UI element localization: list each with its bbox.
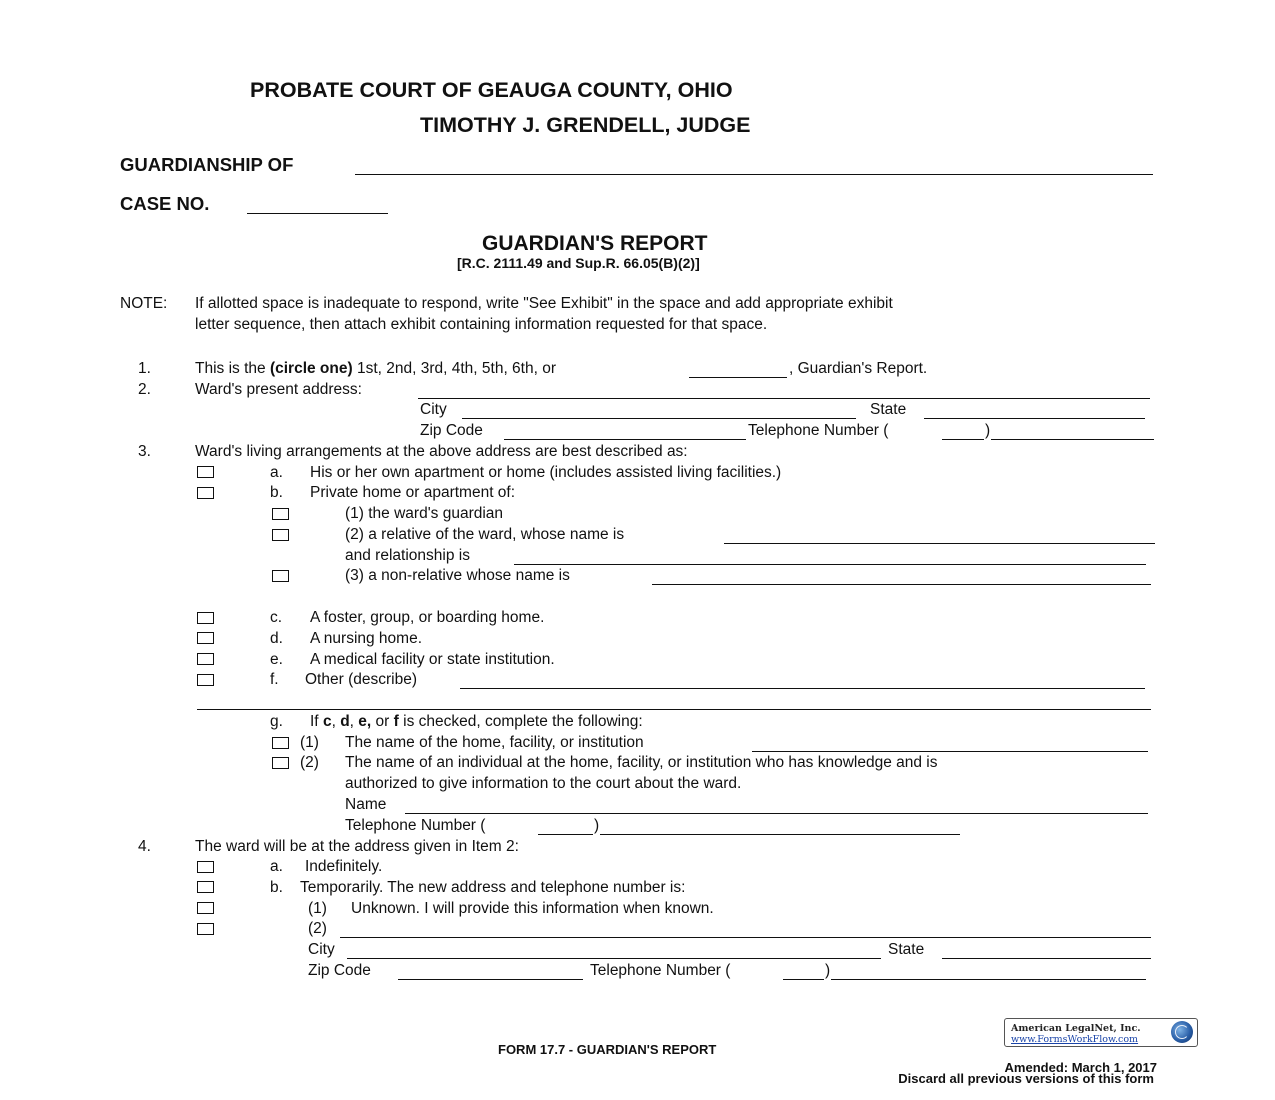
- note-line-2: letter sequence, then attach exhibit containing information requested for that space.: [195, 316, 768, 333]
- checkbox-relative-home[interactable]: [272, 529, 289, 541]
- statute-reference: [R.C. 2111.49 and Sup.R. 66.05(B)(2)]: [457, 255, 700, 271]
- checkbox-medical-facility[interactable]: [197, 653, 214, 665]
- item-1-end: , Guardian's Report.: [789, 360, 928, 377]
- g1-number: (1): [300, 734, 319, 751]
- logo-company-name: American LegalNet, Inc.: [1011, 1023, 1141, 1034]
- state-label: State: [870, 401, 907, 418]
- option-b-letter: b.: [270, 484, 283, 501]
- relative-name-field[interactable]: [724, 527, 1155, 544]
- form-footer-name: FORM 17.7 - GUARDIAN'S REPORT: [498, 1042, 717, 1057]
- phone-paren-close: ): [985, 422, 991, 439]
- checkbox-temporarily[interactable]: [197, 881, 214, 893]
- item-4-text: The ward will be at the address given in Item 2:: [195, 838, 519, 855]
- zip-label: Zip Code: [420, 422, 483, 439]
- g2-line-2: authorized to give information to the court about the ward.: [345, 775, 742, 792]
- other-describe-field-line-2[interactable]: [197, 693, 1151, 710]
- note-label: NOTE:: [120, 295, 168, 312]
- american-legalnet-logo[interactable]: [1004, 1018, 1198, 1047]
- globe-icon: [1171, 1021, 1193, 1043]
- item-1-pre: This is the: [195, 360, 270, 377]
- item-4a-text: Indefinitely.: [305, 858, 383, 875]
- option-b-text: Private home or apartment of:: [310, 484, 516, 501]
- item-1-ordinals: 1st, 2nd, 3rd, 4th, 5th, 6th, or: [352, 360, 557, 377]
- checkbox-facility-contact[interactable]: [272, 757, 289, 769]
- guardianship-of-field[interactable]: [355, 158, 1153, 175]
- case-no-label: CASE NO.: [120, 193, 210, 214]
- contact-phone-label: Telephone Number (: [345, 817, 486, 834]
- checkbox-private-home[interactable]: [197, 487, 214, 499]
- ward-city-field[interactable]: [462, 402, 856, 419]
- new-zip-label: Zip Code: [308, 962, 371, 979]
- new-zip-field[interactable]: [398, 963, 583, 980]
- item-1-text: [195, 361, 556, 377]
- checkbox-foster-home[interactable]: [197, 612, 214, 624]
- item-4-number: 4.: [138, 838, 151, 855]
- ward-zip-field[interactable]: [504, 423, 746, 440]
- g2-number: (2): [300, 754, 319, 771]
- item-4a-letter: a.: [270, 858, 283, 875]
- non-relative-name-field[interactable]: [652, 568, 1151, 585]
- g2-line-1: The name of an individual at the home, facility, or institution who has knowledge and is: [345, 754, 938, 771]
- item-4b-text: Temporarily. The new address and telephone number is:: [300, 879, 686, 896]
- option-c-letter: c.: [270, 609, 283, 626]
- checkbox-facility-name[interactable]: [272, 737, 289, 749]
- checkbox-nursing-home[interactable]: [197, 632, 214, 644]
- option-a-text: His or her own apartment or home (includes assisted living facilities.): [310, 464, 782, 481]
- option-f-letter: f.: [270, 671, 279, 688]
- option-e-letter: e.: [270, 651, 283, 668]
- other-describe-field[interactable]: [460, 672, 1145, 689]
- checkbox-other[interactable]: [197, 674, 214, 686]
- item-1-circle-one: (circle one): [269, 360, 353, 377]
- new-area-code-field[interactable]: [783, 963, 824, 980]
- guardianship-label: GUARDIANSHIP OF: [120, 154, 294, 175]
- new-address-field[interactable]: [340, 921, 1151, 938]
- facility-name-field[interactable]: [752, 735, 1148, 752]
- g-rest: is checked, complete the following:: [403, 713, 643, 730]
- item-3-number: 3.: [138, 443, 151, 460]
- option-b1-text: (1) the ward's guardian: [345, 505, 504, 522]
- contact-name-label: Name: [345, 796, 387, 813]
- logo-url-link[interactable]: www.FormsWorkFlow.com: [1011, 1034, 1139, 1045]
- amended-date: Amended: March 1, 2017: [1004, 1060, 1157, 1075]
- item-4b-letter: b.: [270, 879, 283, 896]
- city-label: City: [420, 401, 447, 418]
- item-4b2-number: (2): [308, 920, 327, 937]
- judge-name: TIMOTHY J. GRENDELL, JUDGE: [420, 113, 751, 137]
- new-phone-paren-close: ): [825, 962, 831, 979]
- case-no-field[interactable]: [247, 197, 388, 214]
- g1-text: The name of the home, facility, or institution: [345, 734, 644, 751]
- discard-notice: Discard all previous versions of this form: [898, 1071, 1154, 1086]
- option-c-text: A foster, group, or boarding home.: [310, 609, 545, 626]
- report-number-field[interactable]: [689, 361, 787, 378]
- item-3-text: Ward's living arrangements at the above address are best described as:: [195, 443, 688, 460]
- new-state-field[interactable]: [942, 942, 1151, 959]
- item-2-number: 2.: [138, 381, 151, 398]
- new-city-field[interactable]: [347, 942, 881, 959]
- option-g-letter: g.: [270, 713, 283, 730]
- ward-state-field[interactable]: [924, 402, 1145, 419]
- option-d-text: A nursing home.: [310, 630, 423, 647]
- option-a-letter: a.: [270, 464, 283, 481]
- contact-phone-paren-close: ): [594, 817, 600, 834]
- contact-area-code-field[interactable]: [538, 818, 593, 835]
- option-d-letter: d.: [270, 630, 283, 647]
- option-b3-text: (3) a non-relative whose name is: [345, 567, 570, 584]
- g-e: e,: [358, 713, 372, 730]
- address-label: Ward's present address:: [195, 381, 362, 398]
- g-f: f: [393, 713, 399, 730]
- g-if: If: [310, 713, 319, 730]
- option-b2-text: (2) a relative of the ward, whose name is: [345, 526, 625, 543]
- checkbox-own-home[interactable]: [197, 466, 214, 478]
- checkbox-new-address[interactable]: [197, 923, 214, 935]
- checkbox-guardian-home[interactable]: [272, 508, 289, 520]
- ward-address-field[interactable]: [418, 382, 1150, 399]
- g-c: c: [322, 713, 332, 730]
- item-4b1-text: Unknown. I will provide this information when known.: [351, 900, 714, 917]
- relationship-field[interactable]: [514, 548, 1146, 565]
- new-city-label: City: [308, 941, 335, 958]
- g-or: or: [375, 713, 390, 730]
- form-title: GUARDIAN'S REPORT: [482, 232, 708, 255]
- g-d: d: [340, 713, 350, 730]
- checkbox-non-relative-home[interactable]: [272, 570, 289, 582]
- note-line-1: If allotted space is inadequate to respond, write "See Exhibit" in the space and add appropriate exhibit: [195, 295, 893, 312]
- relationship-label: and relationship is: [345, 547, 470, 564]
- new-state-label: State: [888, 941, 925, 958]
- checkbox-indefinitely[interactable]: [197, 861, 214, 873]
- checkbox-address-unknown[interactable]: [197, 902, 214, 914]
- contact-name-field[interactable]: [405, 797, 1148, 814]
- contact-phone-field[interactable]: [600, 818, 960, 835]
- court-name: PROBATE COURT OF GEAUGA COUNTY, OHIO: [250, 78, 733, 102]
- option-e-text: A medical facility or state institution.: [310, 651, 555, 668]
- phone-label: Telephone Number (: [748, 422, 889, 439]
- new-phone-label: Telephone Number (: [590, 962, 731, 979]
- ward-phone-field[interactable]: [991, 423, 1154, 440]
- ward-area-code-field[interactable]: [942, 423, 984, 440]
- item-1-number: 1.: [138, 360, 151, 377]
- option-g-text: If c, d, e, or f is checked, complete the following:: [310, 713, 643, 730]
- item-4b1-number: (1): [308, 900, 327, 917]
- option-f-text: Other (describe): [305, 671, 417, 688]
- new-phone-field[interactable]: [831, 963, 1146, 980]
